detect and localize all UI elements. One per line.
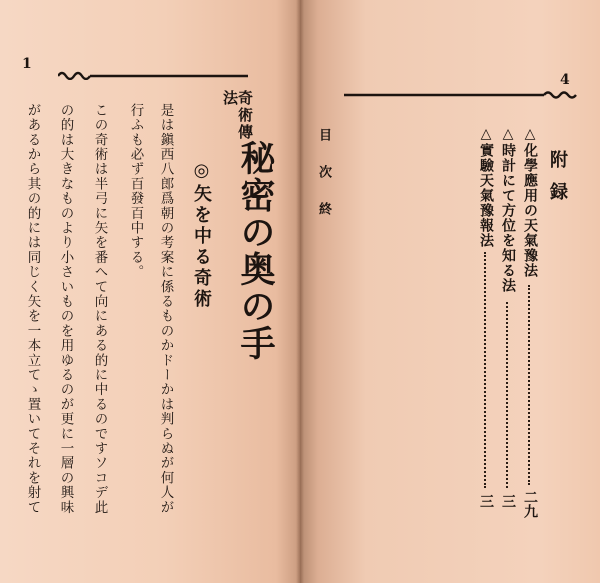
right-page [300,0,600,583]
appendix-title: 附録 [547,150,568,214]
toc-end-label: 目次終 [316,128,331,239]
body-line-1: 是は鎭西八郎爲朝の考案に係るものかドーかは判らぬが何人が [157,103,174,515]
toc-leader [506,302,508,488]
book-gutter [296,0,304,583]
toc-entry-title: △時計にて方位を知る法 [500,126,516,293]
body-line-3: この奇術は半弓に矢を番へて向にある的に中るのですソコデ此 [91,103,108,515]
toc-leader [484,252,486,488]
page-number-left: 1 [22,56,32,72]
chapter-title: 秘密の奥の手 [235,140,276,362]
toc-leader [528,285,530,485]
toc-entry-title: △實驗天氣豫報法 [478,126,494,248]
body-line-2: 行ふも必ず百發百中する。 [127,103,144,280]
toc-entry-page: 二九 [522,490,538,518]
section-heading: ◎矢を中る奇術 [191,160,212,310]
category-label: 奇術傳法 [221,90,254,141]
wavy-rule-right [344,90,580,100]
body-line-5: があるから其の的には同じく矢を一本立てゝ置いてそれを射て [24,103,41,515]
page-number-right: 4 [560,72,570,88]
toc-entry-page: 三 [500,494,516,508]
body-line-4: の的は大きなものより小さいものを用ゆるのが更に一層の興味 [57,103,74,515]
toc-entry-title: △化學應用の天氣豫法 [522,126,538,278]
toc-entry-page: 三 [478,494,494,508]
wavy-rule-left [58,70,248,80]
